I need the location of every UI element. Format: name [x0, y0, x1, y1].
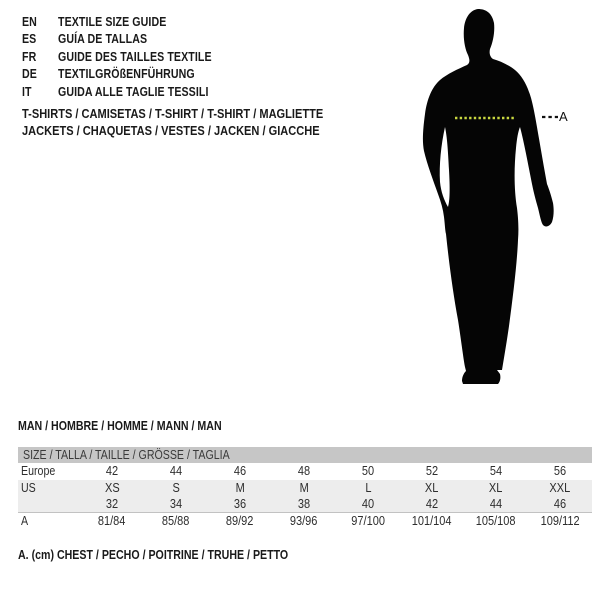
table-cell: 36	[233, 497, 247, 511]
category-line-tshirts: T-SHIRTS / CAMISETAS / T-SHIRT / T-SHIRT / MAGLIETTE	[22, 106, 324, 121]
language-code: EN	[22, 14, 37, 29]
table-cell: 34	[169, 497, 183, 511]
table-cell: M	[299, 481, 309, 495]
row-label: US	[21, 481, 36, 495]
table-cell: S	[172, 481, 180, 495]
table-cell: XS	[104, 481, 120, 495]
language-row-es	[22, 31, 239, 49]
row-label: A	[21, 514, 29, 528]
table-cell: 52	[425, 464, 439, 478]
man-figure	[400, 0, 600, 410]
table-cell: 97/100	[351, 514, 385, 528]
table-row-europe	[18, 463, 592, 480]
table-cell: 42	[425, 497, 439, 511]
table-cell: 109/112	[540, 514, 580, 528]
table-cell: 50	[361, 464, 375, 478]
table-cell: 56	[553, 464, 567, 478]
table-row-uk	[18, 496, 592, 512]
language-label: GUIDE DES TAILLES TEXTILE	[58, 49, 212, 64]
table-cell: 44	[489, 497, 503, 511]
table-cell: 46	[233, 464, 247, 478]
table-cell: L	[364, 481, 372, 495]
language-code: DE	[22, 67, 37, 82]
table-cell: 44	[169, 464, 183, 478]
row-label: Europe	[21, 464, 56, 478]
table-cell: 89/92	[226, 514, 254, 528]
language-code: ES	[22, 32, 37, 47]
language-row-it	[22, 83, 239, 101]
table-row-us	[18, 480, 592, 496]
table-cell: 42	[105, 464, 119, 478]
size-table	[18, 447, 592, 530]
man-silhouette	[400, 0, 600, 410]
language-row-fr	[22, 48, 239, 66]
table-cell: 38	[297, 497, 311, 511]
table-cell: XL	[489, 481, 503, 495]
language-code: IT	[22, 84, 32, 99]
table-row-chest	[18, 513, 592, 530]
language-list	[22, 13, 239, 101]
language-code: FR	[22, 49, 37, 64]
language-label: TEXTILGRÖßENFÜHRUNG	[58, 67, 195, 82]
language-label: GUIDA ALLE TAGLIE TESSILI	[58, 84, 209, 99]
table-cell: 101/104	[412, 514, 452, 528]
language-label: GUÍA DE TALLAS	[58, 32, 148, 47]
table-cell: 32	[105, 497, 119, 511]
table-cell: XXL	[549, 481, 571, 495]
row-label	[18, 496, 80, 512]
table-cell: 105/108	[476, 514, 516, 528]
language-row-de	[22, 66, 239, 84]
table-cell: XL	[425, 481, 439, 495]
table-band	[18, 480, 592, 513]
language-label: TEXTILE SIZE GUIDE	[58, 14, 167, 29]
category-line-jackets: JACKETS / CHAQUETAS / VESTES / JACKEN / GIACCHE	[22, 123, 320, 138]
table-cell: 48	[297, 464, 311, 478]
table-cell: 54	[489, 464, 503, 478]
man-silhouette-body	[423, 9, 554, 384]
section-title: MAN / HOMBRE / HOMME / MANN / MAN	[18, 419, 222, 433]
table-cell: M	[235, 481, 245, 495]
table-cell: 85/88	[162, 514, 190, 528]
measure-footnote: A. (cm) CHEST / PECHO / POITRINE / TRUHE / PETTO	[18, 548, 289, 562]
table-cell: 81/84	[98, 514, 126, 528]
table-cell: 46	[553, 497, 567, 511]
table-cell: 40	[361, 497, 375, 511]
table-cell: 93/96	[290, 514, 318, 528]
language-row-en	[22, 13, 239, 31]
category-list	[22, 105, 376, 139]
measure-a-label: A	[559, 109, 568, 124]
size-table-header: SIZE / TALLA / TAILLE / GRÖSSE / TAGLIA	[18, 447, 592, 463]
